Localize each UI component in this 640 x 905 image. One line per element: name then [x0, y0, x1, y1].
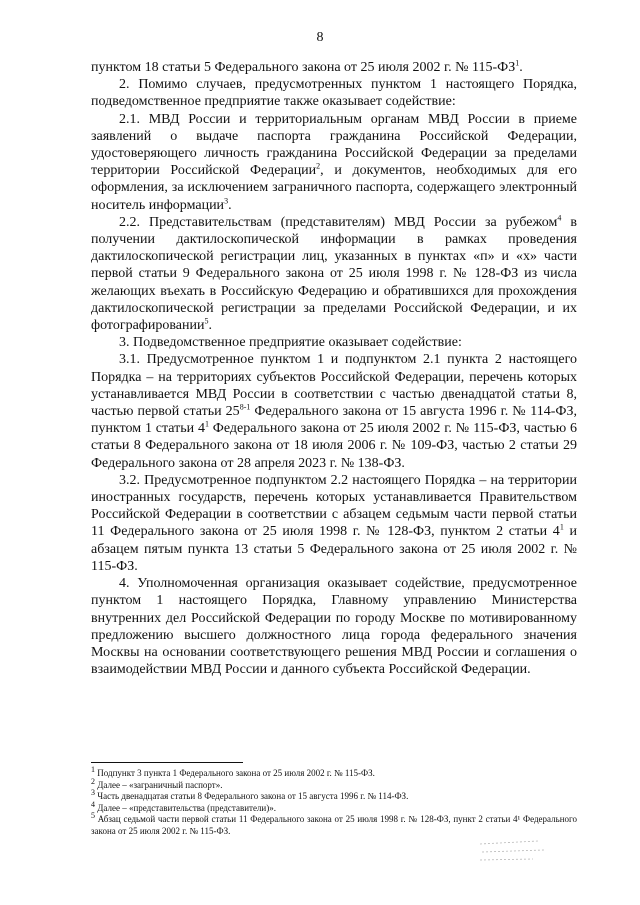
body-paragraph-5: [91, 334, 577, 351]
paragraph-text: 3. Подведомственное предприятие оказывает содействие:: [119, 335, 462, 351]
footnote-number: 5: [91, 811, 95, 821]
footnote-text: Далее – «представительства (представители)».: [95, 802, 276, 813]
footnotes-section: [91, 765, 577, 838]
faint-stamp-mark: [478, 838, 548, 868]
paragraph-text: 2.1. МВД России и территориальным органам МВД России в приеме заявлений о выдаче паспорта гражданина Российской Федерации, удостоверяющего личность гражданина Российской Федерации за пределами территории Российской Федерации: [91, 111, 577, 179]
footnote-text: Подпункт 3 пункта 1 Федерального закона от 25 июля 2002 г. № 115-ФЗ.: [95, 768, 375, 778]
body-paragraph-1: [91, 59, 577, 76]
paragraph-text: пунктом 18 статьи 5 Федерального закона от 25 июля 2002 г. № 115-ФЗ: [91, 60, 516, 75]
footnote-2: [91, 776, 577, 792]
body-paragraph-4: [91, 214, 577, 334]
paragraph-text: и абзацем пятым пункта 13 статьи 5 Федерального закона от 25 июля 2002 г. № 115-ФЗ.: [91, 524, 577, 574]
footnote-number: 2: [91, 776, 95, 786]
footnote-3: [91, 788, 577, 803]
footnote-text: Абзац седьмой части первой статьи 11 Федерального закона от 25 июля 1998 г. № 128-ФЗ, пункт 2 статьи 4¹ Федерального закона от 25 июля 2002 г. № 115-ФЗ.: [91, 814, 577, 836]
body-paragraph-8: [91, 575, 577, 678]
paragraph-text: 3.1. Предусмотренное пунктом 1 и подпунктом 2.1 пункта 2 настоящего Порядка – на территориях субъектов Российской Федерации, перечень которых устанавливается МВД России в соответствии с частью двенадцатой статьи 8, частью первой статьи 25: [91, 352, 577, 420]
footnote-reference: 3: [224, 195, 229, 205]
document-body: [91, 59, 577, 678]
footnote-text: Далее – «заграничный паспорт».: [95, 779, 223, 790]
body-paragraph-7: [91, 472, 577, 575]
body-paragraph-2: [91, 76, 577, 110]
footnote-reference: 1: [559, 522, 564, 532]
paragraph-text: 2.2. Представительствам (представителям) МВД России за рубежом: [119, 214, 558, 230]
footnote-text: Часть двенадцатая статьи 8 Федерального закона от 15 августа 1996 г. № 114-ФЗ.: [95, 791, 409, 802]
paragraph-text: .: [519, 60, 523, 75]
footnote-number: 4: [91, 799, 95, 809]
paragraph-text: 2. Помимо случаев, предусмотренных пунктом 1 настоящего Порядка, подведомственное предприятие также оказывает содействие:: [91, 77, 577, 110]
footnote-5: [91, 811, 577, 837]
page-number: 8: [316, 30, 324, 45]
paragraph-text: .: [228, 197, 232, 213]
body-paragraph-6: [91, 351, 577, 471]
footnote-number: 3: [91, 788, 95, 798]
footnote-divider: [91, 762, 243, 763]
paragraph-text: Федерального закона от 25 июля 2002 г. № 115-ФЗ, частью 6 статьи 8 Федерального закона от 18 июля 2006 г. № 109-ФЗ, частью 2 статьи 29 Федерального закона от 28 апреля 2023 г. № 138-ФЗ.: [91, 421, 577, 471]
paragraph-text: .: [208, 318, 212, 334]
footnote-reference: 2: [316, 161, 321, 171]
footnote-reference: 1: [204, 419, 209, 429]
footnote-4: [91, 799, 577, 815]
footnote-number: 1: [91, 765, 95, 774]
footnote-reference: 8-1: [239, 402, 251, 412]
paragraph-text: , и документов, необходимых для его оформления, за исключением заграничного паспорта, содержащего электронный носитель информации: [91, 163, 577, 213]
paragraph-text: 4. Уполномоченная организация оказывает содействие, предусмотренное пунктом 1 настоящего Порядка, Главному управлению Министерства внутренних дел Российской Федерации по городу Москве по мотивированному предложению высшего должностного лица города федерального значения Москвы на основании соответствующего решения МВД России и соглашения о взаимодействии МВД России и данного субъекта Российской Федерации.: [91, 576, 577, 678]
paragraph-text: 3.2. Предусмотренное подпунктом 2.2 настоящего Порядка – на территории иностранных государств, перечень которых устанавливается Правительством Российской Федерации в соответствии с абзацем седьмым части первой статьи 11 Федерального закона от 25 июля 1998 г. № 128-ФЗ, пунктом 2 статьи 4: [91, 472, 577, 540]
footnote-reference: 5: [204, 316, 209, 326]
footnote-reference: 1: [515, 58, 520, 68]
footnote-reference: 4: [557, 213, 562, 223]
paragraph-text: в получении дактилоскопической информации в рамках проведения дактилоскопической регистрации лиц, указанных в пунктах «п» и «х» части первой статьи 9 Федерального закона от 25 июля 1998 г. № 128-ФЗ из числа желающих въехать в Российскую Федерацию и обратившихся для прохождения дактилоскопической регистрации за пределами Российской Федерации, и их фотографировании: [91, 214, 577, 334]
footnote-1: [91, 765, 577, 780]
paragraph-text: Федерального закона от 15 августа 1996 г. № 114-ФЗ, пунктом 1 статьи 4: [91, 404, 577, 437]
body-paragraph-3: [91, 111, 577, 214]
